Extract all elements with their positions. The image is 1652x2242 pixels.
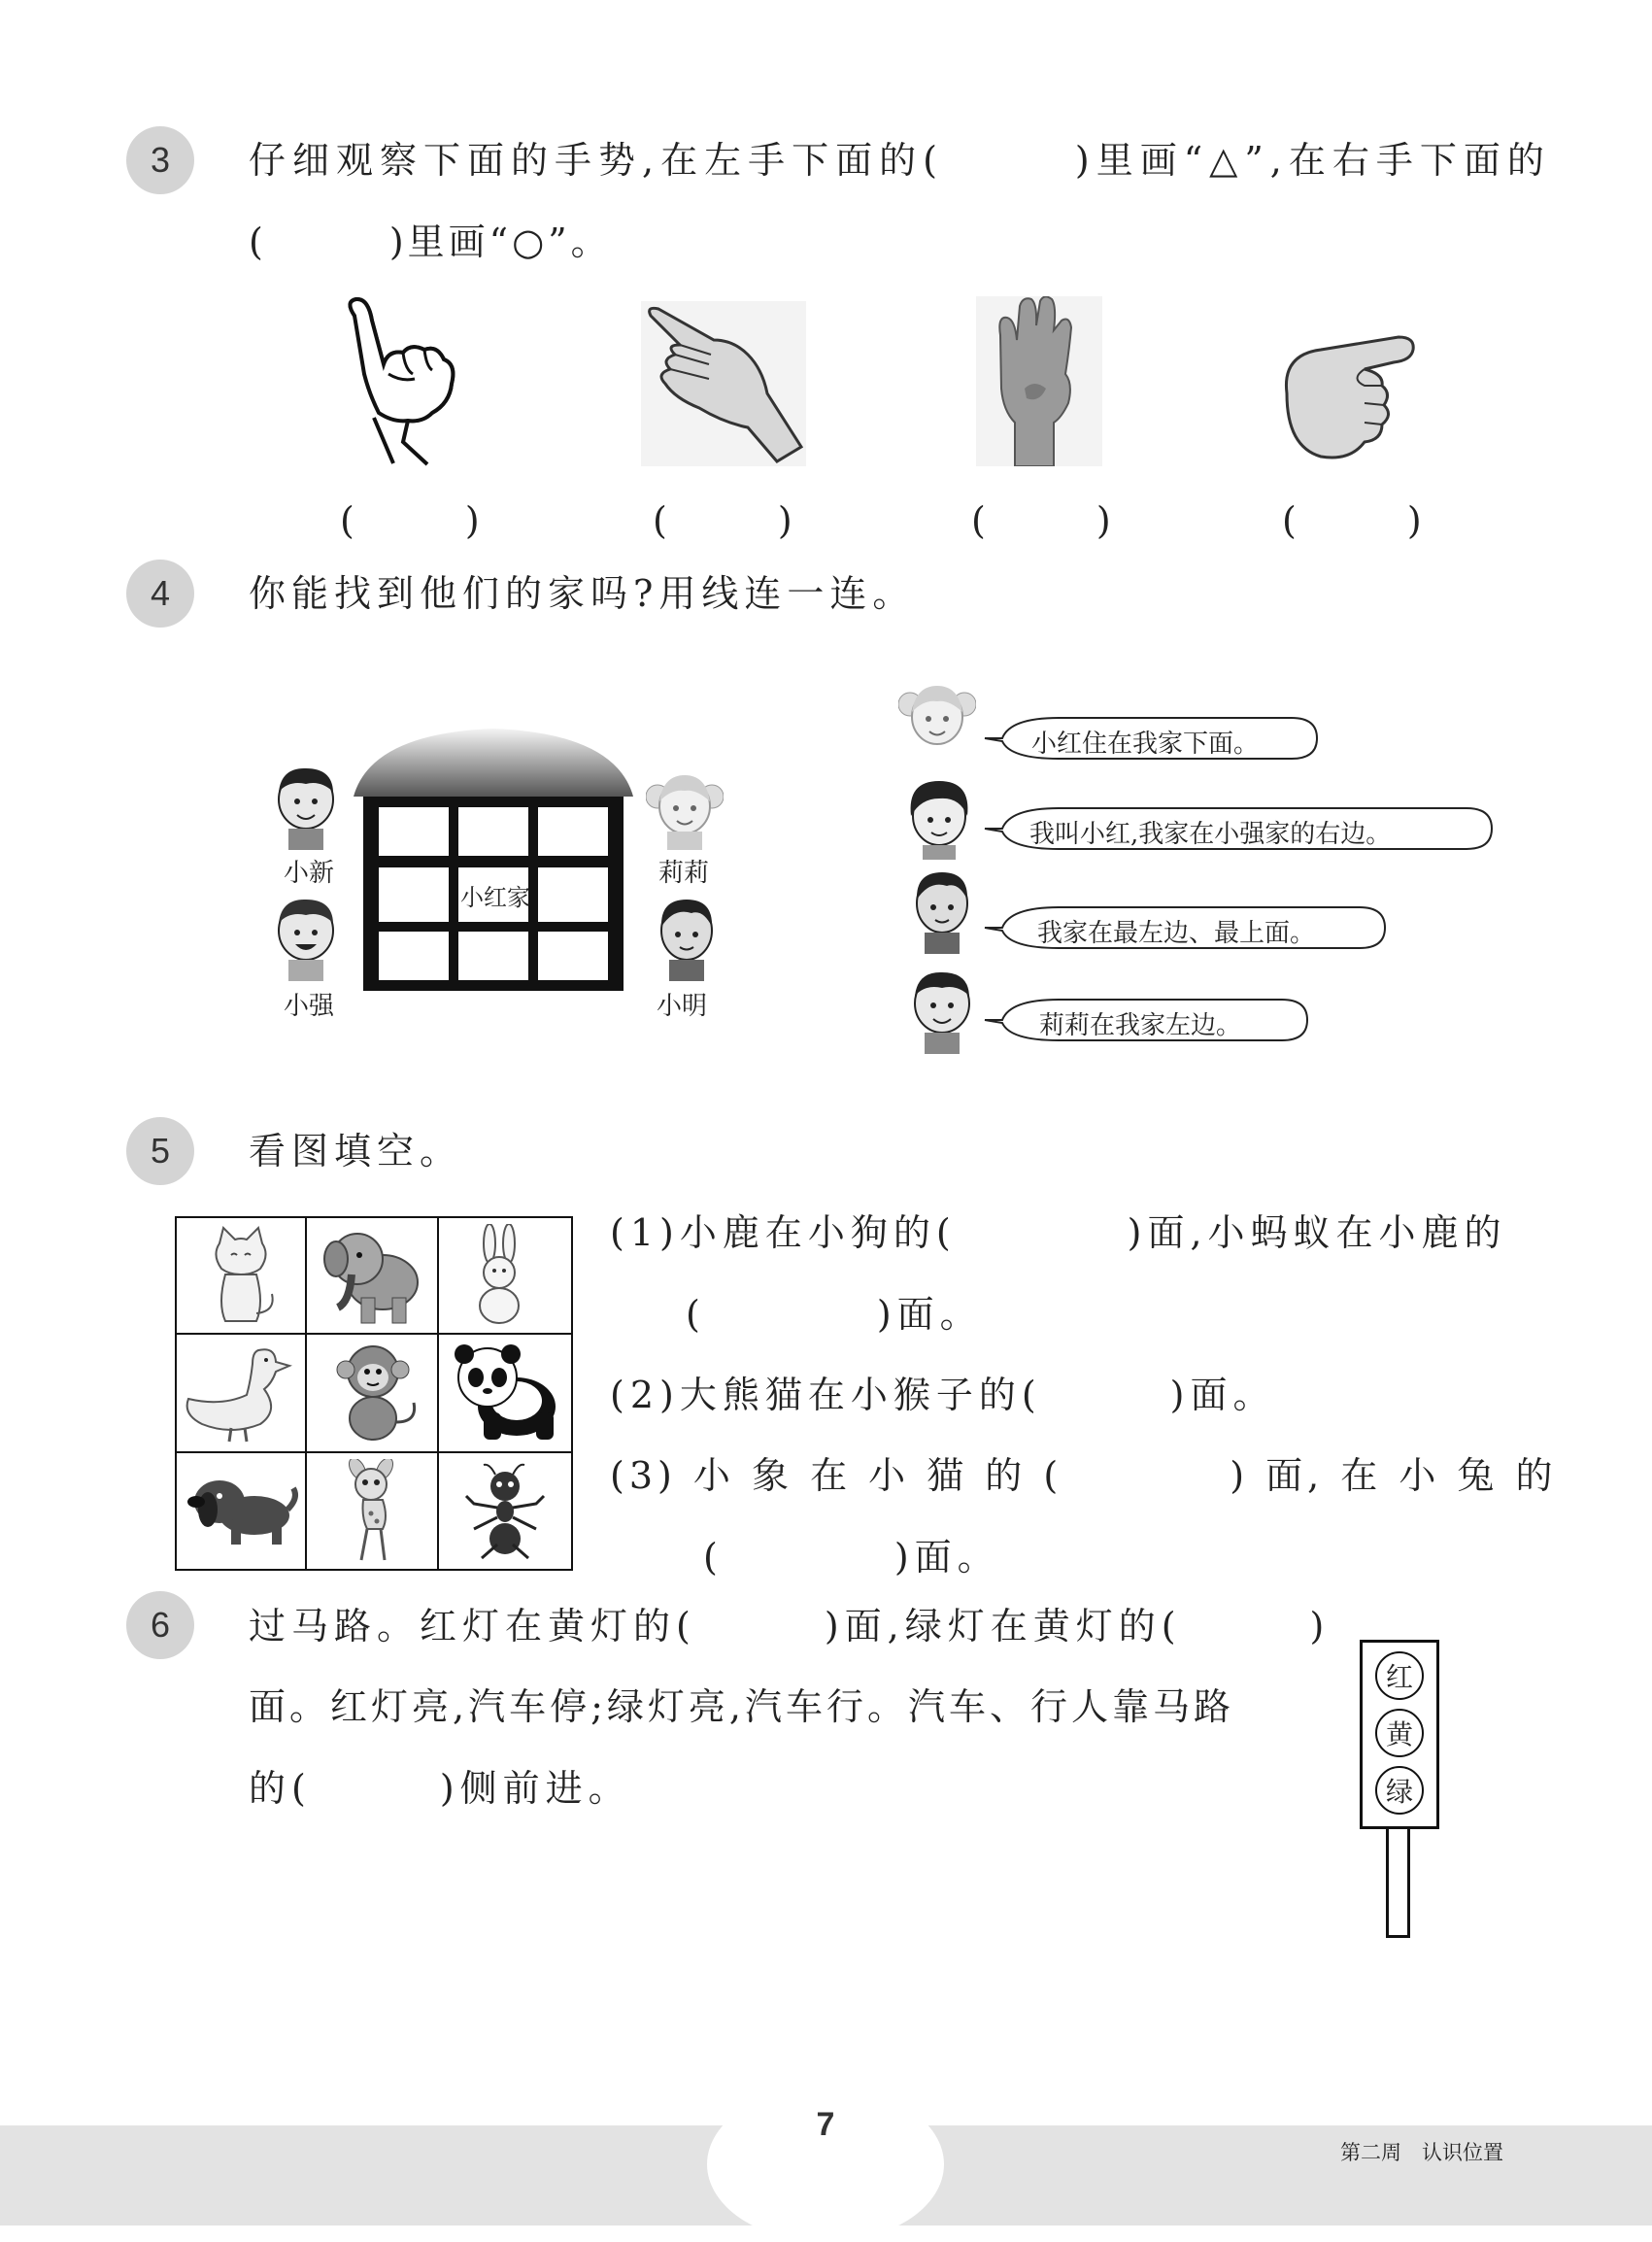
pointing-right-hand-icon <box>1267 325 1423 466</box>
red-light-label: 红 <box>1385 1661 1413 1693</box>
building-label-xiaohong-home: 小红家 <box>460 884 530 911</box>
name-xiaoxin: 小新 <box>284 859 335 888</box>
traffic-light-pole <box>1386 1829 1410 1938</box>
dog-icon <box>186 1473 299 1550</box>
question-number-3 <box>126 126 194 194</box>
q5-sub3-line1: (3) 小 象 在 小 猫 的 ( ) 面, 在 小 兔 的 <box>610 1454 1558 1497</box>
girl-xiaohong-speaker-avatar <box>903 777 976 860</box>
name-xiaoming: 小明 <box>657 992 708 1021</box>
q5-sub3-line2: ( )面。 <box>703 1536 1000 1579</box>
green-light-label: 绿 <box>1385 1776 1413 1808</box>
yellow-light <box>1375 1709 1424 1757</box>
four-fingers-hand-icon <box>976 296 1102 466</box>
ant-icon <box>455 1461 556 1562</box>
speech-text-1: 小红住在我家下面。 <box>1031 730 1260 759</box>
speech-text-3: 我家在最左边、最上面。 <box>1037 919 1316 948</box>
name-xiaoqiang: 小强 <box>284 992 335 1021</box>
section-title: 第二周 认识位置 <box>1340 2141 1503 2164</box>
panda-icon <box>449 1342 561 1444</box>
boy-xiaoming-avatar <box>653 894 721 981</box>
q3-blank-4[interactable]: ( ) <box>1282 499 1422 542</box>
pointing-up-hand-icon <box>335 296 466 466</box>
q5-sub2: (2)大熊猫在小猴子的( )面。 <box>610 1374 1276 1416</box>
name-lili: 莉莉 <box>658 859 710 888</box>
elephant-icon <box>322 1224 423 1327</box>
question-number-4 <box>126 560 194 628</box>
deer-icon <box>332 1459 410 1564</box>
question-number-text: 5 <box>150 1131 171 1171</box>
question-number-text: 6 <box>150 1605 171 1645</box>
q3-text-line1: 仔细观察下面的手势,在左手下面的( )里画“△”,在右手下面的 <box>249 139 1551 182</box>
animal-grid <box>175 1216 573 1571</box>
q6-text-line2: 面。红灯亮,汽车停;绿灯亮,汽车行。汽车、行人靠马路 <box>249 1685 1234 1728</box>
boy-xiaoqiang-speaker-avatar <box>908 866 976 954</box>
q5-text-line1: 看图填空。 <box>249 1130 463 1172</box>
boy-xiaoxin-avatar <box>272 763 340 850</box>
monkey-icon <box>328 1341 421 1445</box>
cat-icon <box>202 1226 280 1325</box>
red-light <box>1375 1651 1424 1700</box>
speech-text-4: 莉莉在我家左边。 <box>1039 1011 1242 1040</box>
q4-text-line1: 你能找到他们的家吗?用线连一连。 <box>249 572 916 615</box>
girl-lili-speaker-avatar <box>898 680 976 763</box>
building <box>352 724 635 996</box>
q5-sub1-line2: ( )面。 <box>686 1293 983 1336</box>
traffic-light <box>1360 1640 1439 1829</box>
question-number-text: 3 <box>150 140 171 180</box>
speech-text-2: 我叫小红,我家在小强家的右边。 <box>1029 820 1392 849</box>
rabbit-icon <box>466 1224 534 1327</box>
yellow-light-label: 黄 <box>1385 1718 1413 1750</box>
green-light <box>1375 1766 1424 1815</box>
q6-text-line1: 过马路。红灯在黄灯的( )面,绿灯在黄灯的( ) <box>249 1605 1331 1648</box>
boy-xiaoxin-speaker-avatar <box>908 967 976 1054</box>
boy-xiaoqiang-avatar <box>272 894 340 981</box>
q3-blank-1[interactable]: ( ) <box>340 499 480 542</box>
q3-text-line2: ( )里画“○”。 <box>249 221 612 263</box>
q5-sub1-line1: (1)小鹿在小狗的( )面,小蚂蚁在小鹿的 <box>610 1211 1507 1254</box>
q3-blank-3[interactable]: ( ) <box>971 499 1111 542</box>
question-number-text: 4 <box>150 573 171 613</box>
question-number-6 <box>126 1591 194 1659</box>
pointing-left-hand-icon <box>641 301 806 466</box>
page-number: 7 <box>816 2106 835 2143</box>
q3-blank-2[interactable]: ( ) <box>653 499 792 542</box>
q6-text-line3: 的( )侧前进。 <box>249 1767 631 1810</box>
question-number-5 <box>126 1117 194 1185</box>
duck-icon <box>183 1342 299 1444</box>
girl-lili-avatar <box>646 767 724 850</box>
